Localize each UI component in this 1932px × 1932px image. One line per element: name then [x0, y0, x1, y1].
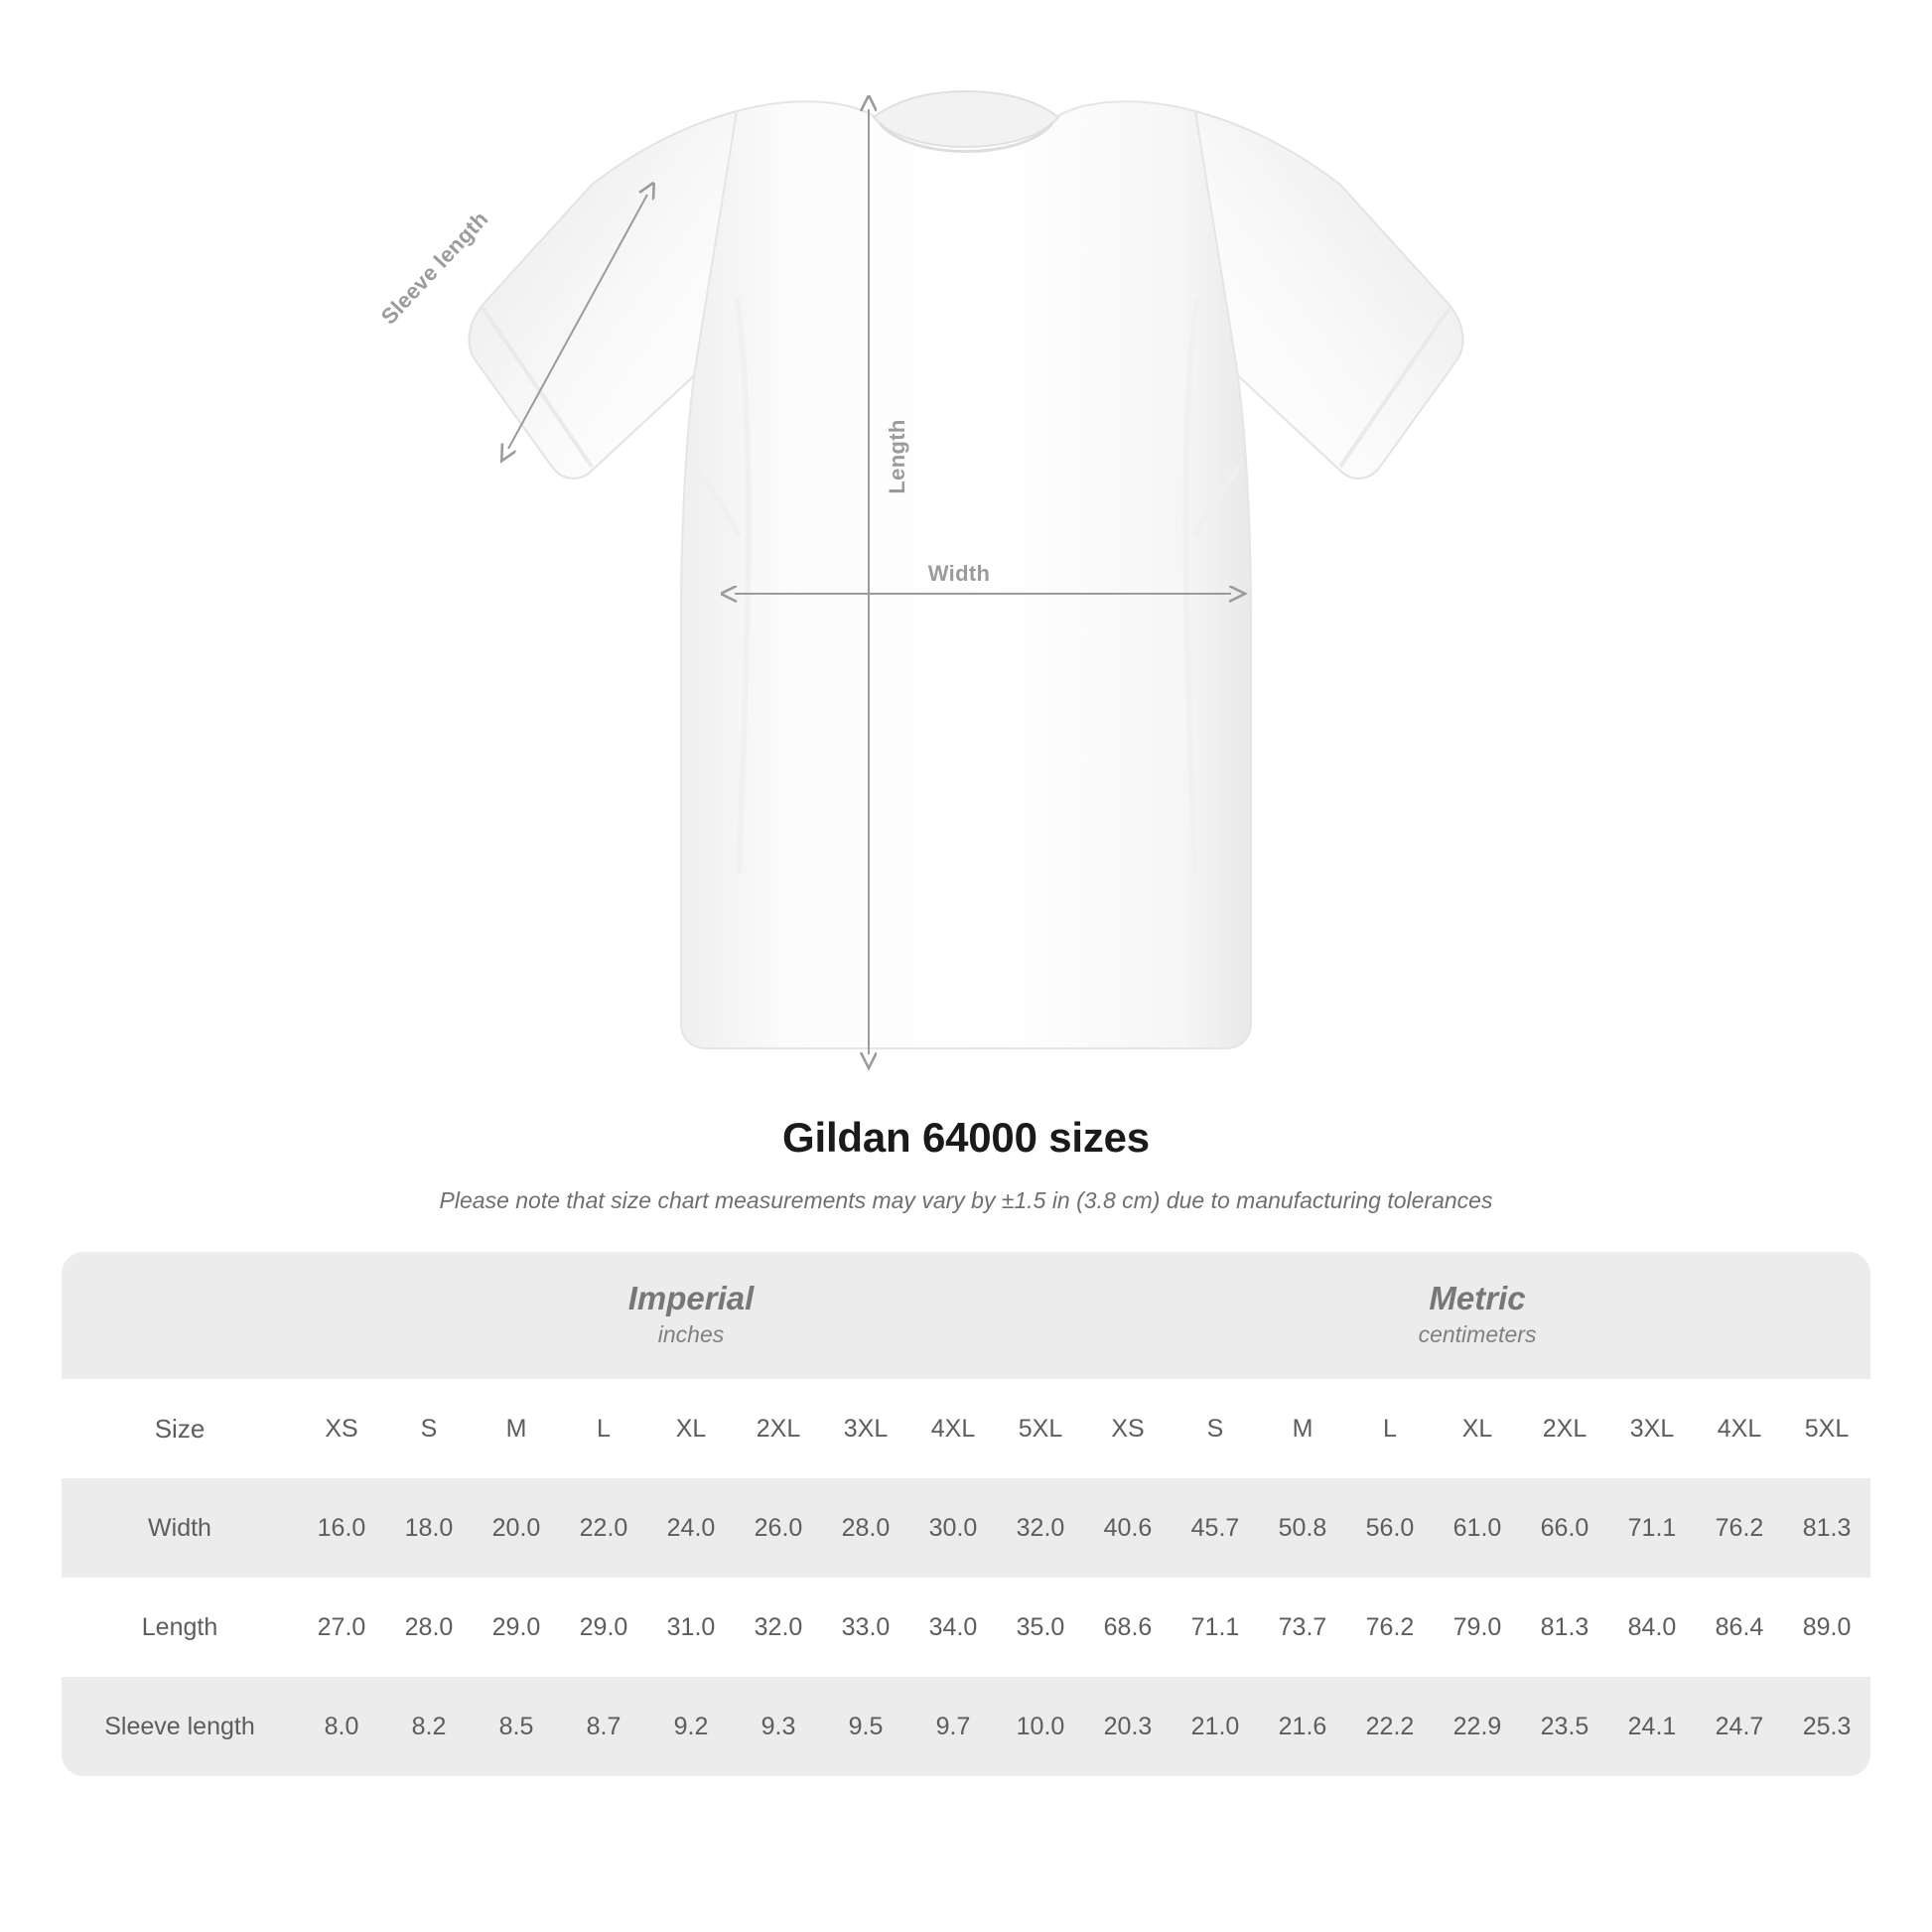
page-title: Gildan 64000 sizes: [782, 1114, 1150, 1161]
cell-width-imperial-5xl: 32.0: [997, 1478, 1084, 1578]
cell-length-metric-3xl: 84.0: [1608, 1578, 1696, 1677]
cell-sleeve-imperial-5xl: 10.0: [997, 1677, 1084, 1776]
cell-sleeve-metric-xs: 20.3: [1084, 1677, 1172, 1776]
cell-width-imperial-2xl: 26.0: [735, 1478, 822, 1578]
size-header-imperial-l: L: [560, 1379, 647, 1478]
cell-length-metric-5xl: 89.0: [1783, 1578, 1870, 1677]
cell-length-metric-m: 73.7: [1259, 1578, 1346, 1677]
cell-width-metric-l: 56.0: [1346, 1478, 1434, 1578]
size-header-imperial-2xl: 2XL: [735, 1379, 822, 1478]
cell-width-imperial-s: 18.0: [385, 1478, 473, 1578]
cell-sleeve-imperial-s: 8.2: [385, 1677, 473, 1776]
table-row: [62, 1478, 1870, 1578]
cell-width-metric-3xl: 71.1: [1608, 1478, 1696, 1578]
unit-title-imperial: Imperial: [627, 1279, 755, 1316]
size-header-metric-2xl: 2XL: [1521, 1379, 1608, 1478]
cell-width-metric-xl: 61.0: [1434, 1478, 1521, 1578]
cell-sleeve-metric-xl: 22.9: [1434, 1677, 1521, 1776]
cell-length-metric-s: 71.1: [1172, 1578, 1259, 1677]
cell-width-metric-5xl: 81.3: [1783, 1478, 1870, 1578]
unit-header-imperial: [298, 1252, 1084, 1379]
cell-sleeve-imperial-l: 8.7: [560, 1677, 647, 1776]
row-label-sleeve-length: Sleeve length: [62, 1677, 298, 1776]
size-header-metric-l: L: [1346, 1379, 1434, 1478]
row-label-width: Width: [62, 1478, 298, 1578]
cell-sleeve-metric-4xl: 24.7: [1696, 1677, 1783, 1776]
cell-sleeve-imperial-m: 8.5: [473, 1677, 560, 1776]
cell-width-imperial-xs: 16.0: [298, 1478, 385, 1578]
cell-length-imperial-xs: 27.0: [298, 1578, 385, 1677]
width-label: Width: [927, 561, 991, 586]
cell-length-imperial-3xl: 33.0: [822, 1578, 909, 1677]
cell-width-metric-2xl: 66.0: [1521, 1478, 1608, 1578]
unit-header-metric: [1084, 1252, 1870, 1379]
cell-sleeve-imperial-2xl: 9.3: [735, 1677, 822, 1776]
size-header-imperial-xl: XL: [647, 1379, 735, 1478]
unit-sub-imperial: inches: [657, 1320, 725, 1347]
cell-length-metric-l: 76.2: [1346, 1578, 1434, 1677]
size-header-row: [62, 1379, 1870, 1478]
size-header-metric-3xl: 3XL: [1608, 1379, 1696, 1478]
unit-header-row: [62, 1252, 1870, 1379]
cell-width-metric-xs: 40.6: [1084, 1478, 1172, 1578]
cell-width-metric-4xl: 76.2: [1696, 1478, 1783, 1578]
size-header-imperial-s: S: [385, 1379, 473, 1478]
cell-length-metric-xl: 79.0: [1434, 1578, 1521, 1677]
unit-sub-metric: centimeters: [1418, 1320, 1537, 1347]
size-header-imperial-3xl: 3XL: [822, 1379, 909, 1478]
cell-width-imperial-4xl: 30.0: [909, 1478, 997, 1578]
length-label: Length: [885, 419, 909, 494]
cell-sleeve-metric-l: 22.2: [1346, 1677, 1434, 1776]
size-header-metric-xl: XL: [1434, 1379, 1521, 1478]
size-header-metric-4xl: 4XL: [1696, 1379, 1783, 1478]
tolerance-note: Please note that size chart measurements may vary by ±1.5 in (3.8 cm) due to manufacturing tolerances: [439, 1187, 1493, 1213]
unit-header-spacer: [62, 1252, 298, 1379]
cell-length-imperial-l: 29.0: [560, 1578, 647, 1677]
cell-length-imperial-4xl: 34.0: [909, 1578, 997, 1677]
size-header-imperial-m: M: [473, 1379, 560, 1478]
cell-sleeve-metric-m: 21.6: [1259, 1677, 1346, 1776]
size-table-wrapper: [62, 1252, 1870, 1776]
cell-sleeve-metric-5xl: 25.3: [1783, 1677, 1870, 1776]
size-header-metric-5xl: 5XL: [1783, 1379, 1870, 1478]
cell-length-metric-2xl: 81.3: [1521, 1578, 1608, 1677]
cell-width-imperial-xl: 24.0: [647, 1478, 735, 1578]
cell-length-imperial-5xl: 35.0: [997, 1578, 1084, 1677]
size-header-imperial-xs: XS: [298, 1379, 385, 1478]
cell-width-imperial-m: 20.0: [473, 1478, 560, 1578]
cell-sleeve-metric-2xl: 23.5: [1521, 1677, 1608, 1776]
size-header-metric-s: S: [1172, 1379, 1259, 1478]
cell-width-metric-s: 45.7: [1172, 1478, 1259, 1578]
cell-width-metric-m: 50.8: [1259, 1478, 1346, 1578]
cell-length-metric-4xl: 86.4: [1696, 1578, 1783, 1677]
row-label-length: Length: [62, 1578, 298, 1677]
cell-length-imperial-m: 29.0: [473, 1578, 560, 1677]
cell-width-imperial-l: 22.0: [560, 1478, 647, 1578]
cell-width-imperial-3xl: 28.0: [822, 1478, 909, 1578]
unit-title-metric: Metric: [1429, 1279, 1526, 1316]
table-row: [62, 1578, 1870, 1677]
size-header-metric-m: M: [1259, 1379, 1346, 1478]
cell-sleeve-imperial-4xl: 9.7: [909, 1677, 997, 1776]
cell-sleeve-metric-s: 21.0: [1172, 1677, 1259, 1776]
cell-sleeve-imperial-3xl: 9.5: [822, 1677, 909, 1776]
table-row: [62, 1677, 1870, 1776]
size-header-imperial-4xl: 4XL: [909, 1379, 997, 1478]
cell-sleeve-metric-3xl: 24.1: [1608, 1677, 1696, 1776]
size-header-metric-xs: XS: [1084, 1379, 1172, 1478]
size-header-imperial-5xl: 5XL: [997, 1379, 1084, 1478]
cell-length-imperial-xl: 31.0: [647, 1578, 735, 1677]
sleeve-length-label: Sleeve length: [375, 206, 493, 330]
cell-length-imperial-2xl: 32.0: [735, 1578, 822, 1677]
cell-length-metric-xs: 68.6: [1084, 1578, 1172, 1677]
size-table: [62, 1252, 1870, 1776]
cell-sleeve-imperial-xs: 8.0: [298, 1677, 385, 1776]
cell-sleeve-imperial-xl: 9.2: [647, 1677, 735, 1776]
size-header-label: Size: [62, 1379, 298, 1478]
cell-length-imperial-s: 28.0: [385, 1578, 473, 1677]
